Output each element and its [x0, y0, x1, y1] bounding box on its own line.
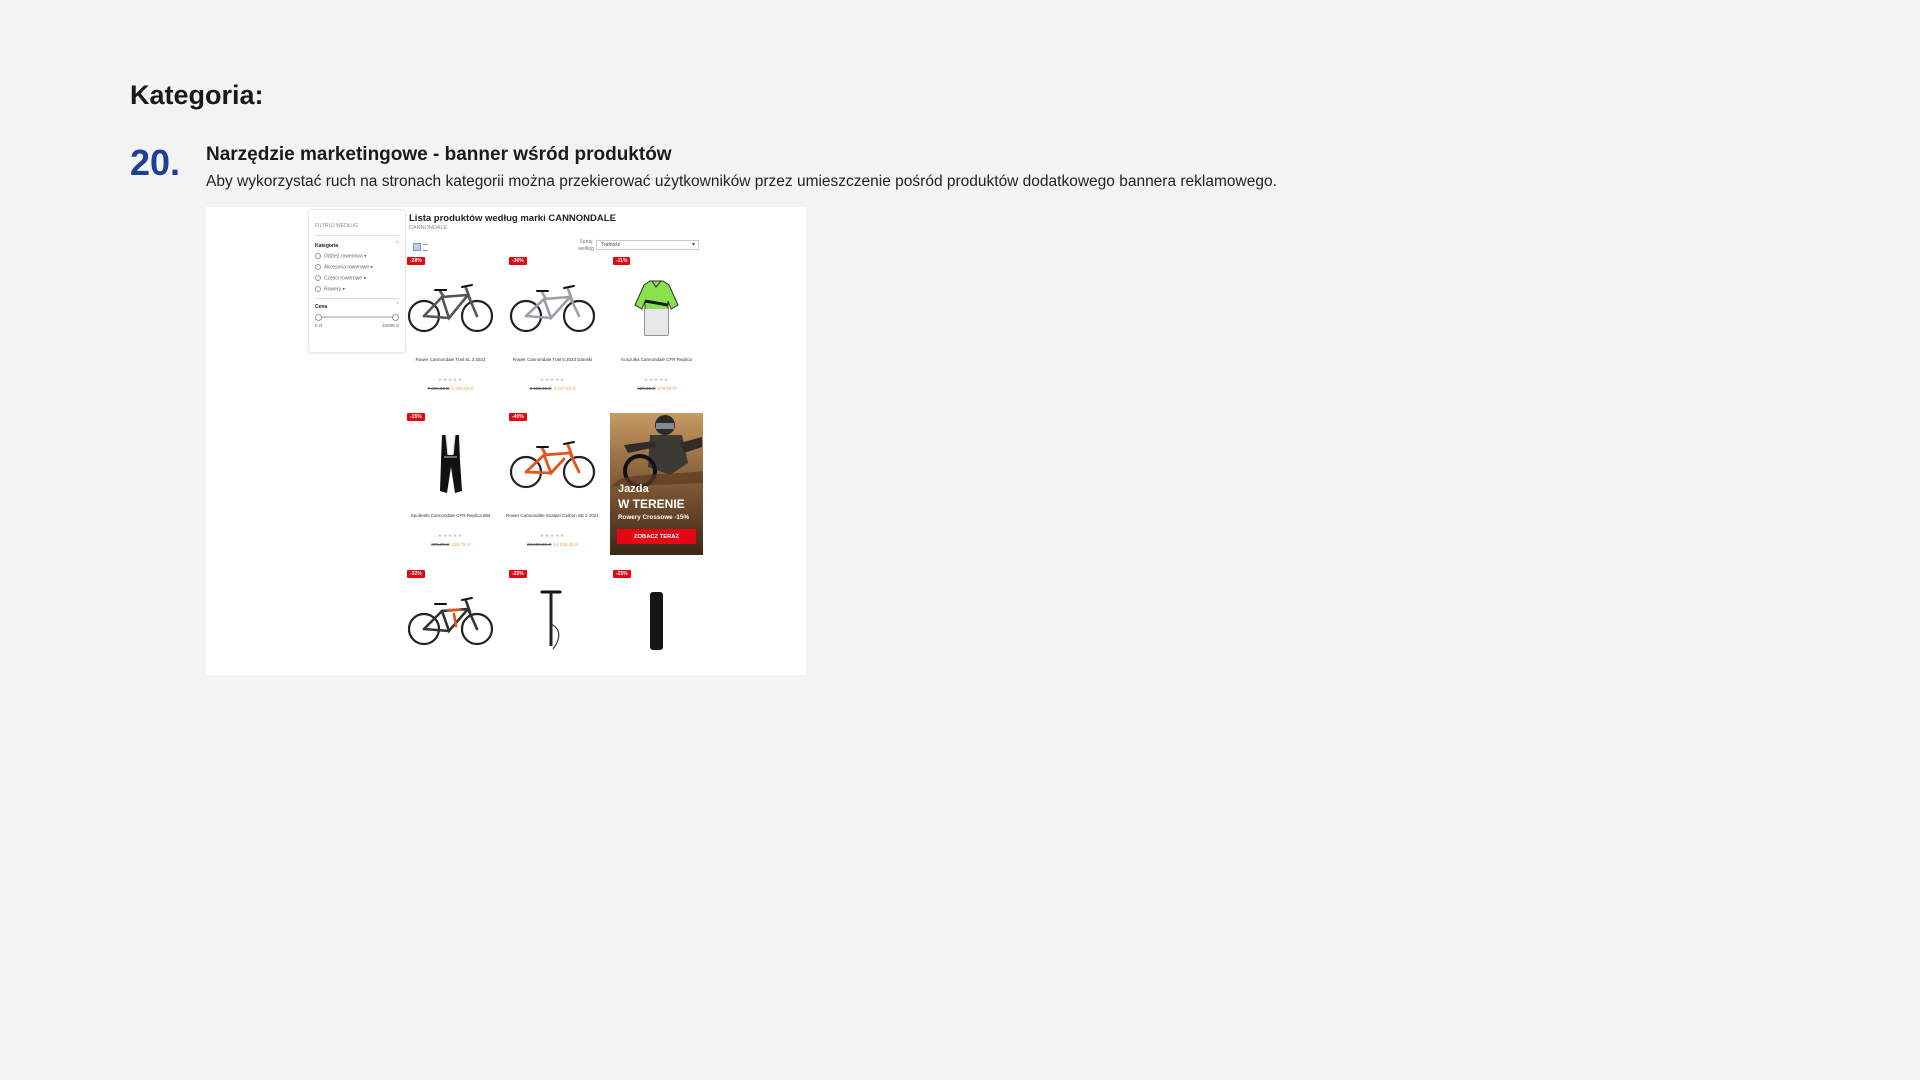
category-page-screenshot	[206, 207, 806, 675]
filter-divider	[315, 235, 399, 236]
brand-subtitle: CANNONDALE	[409, 225, 448, 231]
discount-badge: -25%	[613, 570, 631, 578]
product-name[interactable]: Rower Cannondale Scalpel Carbon SE 2 2021	[506, 513, 599, 518]
product-list-title: Lista produktów według marki CANNONDALE	[409, 213, 616, 224]
product-card[interactable]	[610, 570, 703, 675]
banner-cta-button[interactable]: ZOBACZ TERAZ	[617, 529, 696, 544]
product-card[interactable]	[404, 413, 497, 558]
banner-line-1: Jazda	[618, 483, 649, 495]
filter-category-option[interactable]: Części rowerowe ▾	[315, 275, 366, 281]
sort-label: Sortuj według	[578, 239, 594, 252]
filter-divider	[315, 298, 399, 299]
checkbox-icon[interactable]	[315, 275, 321, 281]
mtb-bike-orange-icon	[404, 584, 497, 659]
product-card[interactable]	[506, 570, 599, 675]
filter-price-label: Cena	[315, 304, 328, 310]
section-description: Aby wykorzystać ruch na stronach kategorii można przekierować użytkowników przez umieszczenie pośród produktów dodatkowego bannera reklamowego.	[206, 173, 1277, 190]
product-price	[610, 386, 703, 391]
grid-view-icon[interactable]	[413, 243, 421, 251]
list-view-icon[interactable]	[423, 244, 428, 251]
discount-badge: -28%	[407, 257, 425, 265]
product-card[interactable]	[506, 413, 599, 558]
sort-select[interactable]: Trafność ▾	[596, 240, 699, 250]
discount-badge: -15%	[407, 413, 425, 421]
filter-category-option[interactable]: Akcesoria rowerowe ▾	[315, 264, 373, 270]
checkbox-icon[interactable]	[315, 286, 321, 292]
mtb-bike-silver-icon	[506, 271, 599, 346]
rating-stars: ★★★★★	[437, 533, 464, 538]
product-name[interactable]: Spodenki Cannondale CFR Replica BIB	[410, 513, 491, 518]
filter-panel	[308, 209, 406, 353]
chevron-up-icon[interactable]: ^	[396, 241, 399, 247]
new-price: 5 255,28 zł	[451, 386, 474, 391]
product-card[interactable]	[404, 257, 497, 402]
filter-category-option[interactable]: Odzież rowerowa ▾	[315, 253, 367, 259]
filter-category-option[interactable]: Rowery ▾	[315, 286, 345, 292]
dropper-seatpost-icon	[506, 584, 599, 659]
price-max: 25899 zł	[381, 323, 399, 328]
new-price: 318,75 zł	[451, 542, 470, 547]
product-card[interactable]	[404, 570, 497, 675]
product-price	[506, 542, 599, 547]
banner-line-2: W TERENIE	[618, 497, 685, 511]
rating-stars: ★★★★★	[539, 377, 566, 382]
new-price: 3 647,36 zł	[553, 386, 576, 391]
old-price: 7 299,00 zł	[427, 386, 450, 391]
old-price: 429,00 zł	[637, 386, 656, 391]
full-suspension-bike-orange-icon	[506, 427, 599, 502]
old-price: 23 699,00 zł	[526, 542, 552, 547]
price-min: 0 zł	[315, 323, 323, 328]
checkbox-icon[interactable]	[315, 253, 321, 259]
product-price	[404, 542, 497, 547]
product-name[interactable]: Koszulka Cannondale CFR Replica	[621, 357, 692, 362]
rating-stars: ★★★★★	[643, 377, 670, 382]
product-card[interactable]	[610, 257, 703, 402]
page-heading: Kategoria:	[130, 80, 264, 110]
section-title: Narzędzie marketingowe - banner wśród produktów	[206, 144, 672, 165]
promo-banner[interactable]	[610, 413, 703, 555]
rating-stars: ★★★★★	[539, 533, 566, 538]
old-price: 5 699,00 zł	[529, 386, 552, 391]
filter-title: FILTRUJ WEDŁUG	[315, 223, 358, 229]
product-card[interactable]	[506, 257, 599, 402]
slider-handle-min[interactable]	[315, 314, 322, 321]
discount-badge: -36%	[509, 257, 527, 265]
section-number: 20.	[130, 142, 181, 183]
grip-tube-icon	[610, 584, 703, 659]
chevron-up-icon[interactable]: ^	[396, 302, 399, 308]
price-slider[interactable]	[317, 316, 397, 318]
bib-shorts-icon	[404, 427, 497, 502]
filter-category-label: Kategoria	[315, 243, 339, 249]
discount-badge: -32%	[407, 570, 425, 578]
slider-handle-max[interactable]	[392, 314, 399, 321]
product-name[interactable]: Rower Cannondale Trail 5 2023 Damski	[512, 357, 593, 362]
discount-badge: -40%	[509, 413, 527, 421]
product-name[interactable]: Rower Cannondale Trail SL 3 2023	[415, 357, 486, 362]
new-price: 14 219,40 zł	[553, 542, 579, 547]
cycling-jersey-icon	[610, 271, 703, 346]
discount-badge: -25%	[509, 570, 527, 578]
banner-line-3: Rowery Crossowe -15%	[618, 514, 690, 521]
mtb-bike-gray-icon	[404, 271, 497, 346]
old-price: 375,00 zł	[431, 542, 450, 547]
rating-stars: ★★★★★	[437, 377, 464, 382]
product-price	[506, 386, 599, 391]
product-price	[404, 386, 497, 391]
checkbox-icon[interactable]	[315, 264, 321, 270]
new-price: 379,00 zł	[657, 386, 676, 391]
discount-badge: -11%	[613, 257, 630, 265]
